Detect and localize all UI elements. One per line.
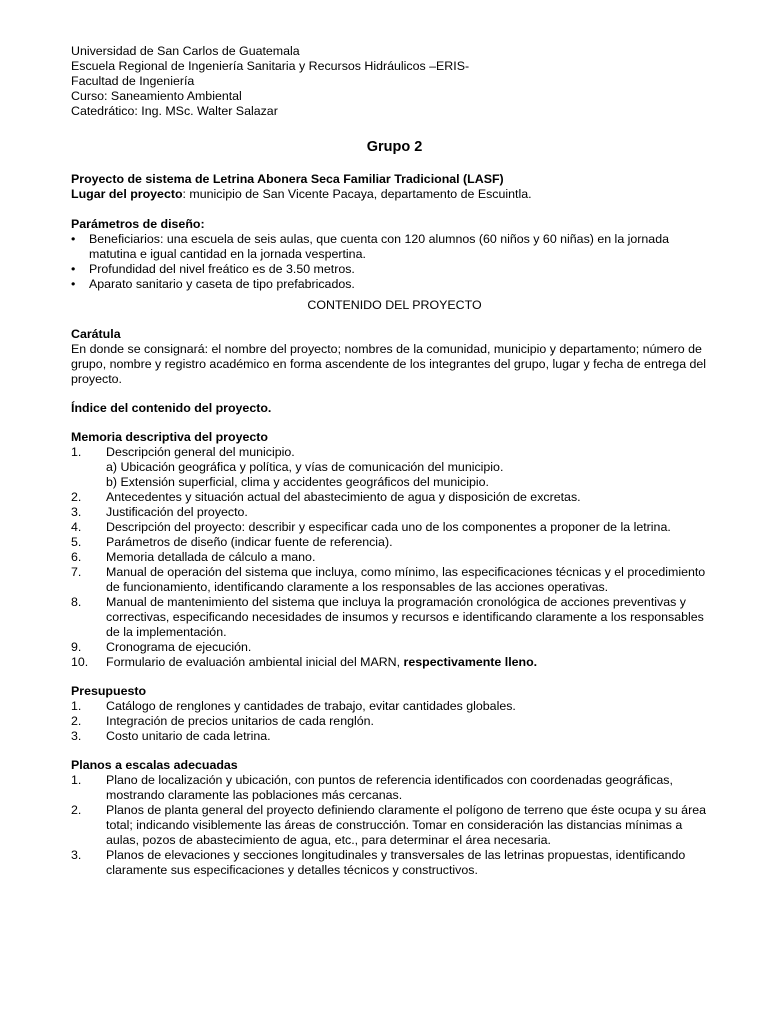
list-item: 3. Costo unitario de cada letrina.	[71, 729, 271, 743]
project-location	[71, 187, 718, 202]
sub-list-item: a) Ubicación geográfica y política, y vías de comunicación del municipio.	[106, 460, 504, 474]
list-item: 7. Manual de operación del sistema que incluya, como mínimo, las especificaciones técnicas y el procedimiento de funcionamiento, identificando claramente a los responsables de las acciones operativas.	[71, 565, 706, 594]
list-item: 10. Formulario de evaluación ambiental inicial del MARN, respectivamente lleno.	[71, 655, 538, 669]
design-bullet: • Aparato sanitario y caseta de tipo prefabricados.	[71, 277, 355, 291]
sub-list-item: b) Extensión superficial, clima y accidentes geográficos del municipio.	[106, 475, 489, 489]
header-faculty: Facultad de Ingeniería	[71, 74, 195, 88]
project-location-label: Lugar del proyecto	[71, 187, 183, 201]
design-bullet: • Beneficiarios: una escuela de seis aulas, que cuenta con 120 alumnos (60 niños y 60 niñas) en la jornada matutina e igual cantidad en la jornada vespertina.	[71, 232, 669, 261]
list-item: 1. Catálogo de renglones y cantidades de trabajo, evitar cantidades globales.	[71, 699, 516, 713]
index-heading: Índice del contenido del proyecto.	[71, 401, 272, 415]
document-header	[71, 44, 718, 119]
planos-heading: Planos a escalas adecuadas	[71, 758, 238, 772]
header-professor: Catedrático: Ing. MSc. Walter Salazar	[71, 104, 278, 118]
list-item: 2. Integración de precios unitarios de cada renglón.	[71, 714, 374, 728]
header-school: Escuela Regional de Ingeniería Sanitaria y Recursos Hidráulicos –ERIS-	[71, 59, 470, 73]
list-item: 1. Plano de localización y ubicación, con puntos de referencia identificados con coordenadas geográficas, mostrando claramente las poblaciones más cercanas.	[71, 773, 673, 802]
list-item: 3. Planos de elevaciones y secciones longitudinales y transversales de las letrinas propuestas, identificando claramente sus especificaciones y detalles técnicos y constructivos.	[71, 848, 686, 877]
caratula-text: En donde se consignará: el nombre del proyecto; nombres de la comunidad, municipio y departamento; número de grupo, nombre y registro académico en forma ascendente de los integrantes del grupo, lugar y fecha de entrega del proyecto.	[71, 342, 707, 386]
header-university: Universidad de San Carlos de Guatemala	[71, 44, 300, 58]
contents-heading: CONTENIDO DEL PROYECTO	[307, 298, 482, 312]
presupuesto-heading: Presupuesto	[71, 684, 147, 698]
list-item: 2. Antecedentes y situación actual del abastecimiento de agua y disposición de excretas.	[71, 490, 581, 504]
project-location-text: : municipio de San Vicente Pacaya, departamento de Escuintla.	[182, 187, 532, 201]
header-course: Curso: Saneamiento Ambiental	[71, 89, 242, 103]
memoria-heading: Memoria descriptiva del proyecto	[71, 430, 268, 444]
list-item: 2. Planos de planta general del proyecto definiendo claramente el polígono de terreno que éste ocupa y su área total; indicando visiblemente las áreas de construcción. Tomar en consideración las distancias mínimas a aulas, pozos de abastecimiento de agua, etc., para determinar el área necesaria.	[71, 803, 706, 847]
caratula-heading: Carátula	[71, 327, 121, 341]
list-item: 3. Justificación del proyecto.	[71, 505, 248, 519]
design-heading: Parámetros de diseño:	[71, 217, 205, 231]
list-item: 8. Manual de mantenimiento del sistema que incluya la programación cronológica de acciones preventivas y correctivas, especificando necesidades de insumos y recursos e identificando claramente a los responsables de la implementación.	[71, 595, 704, 639]
list-item: 9. Cronograma de ejecución.	[71, 640, 252, 654]
design-bullet: • Profundidad del nivel freático es de 3.50 metros.	[71, 262, 355, 276]
list-item: 5. Parámetros de diseño (indicar fuente de referencia).	[71, 535, 393, 549]
document-title: Grupo 2	[366, 139, 423, 155]
project-name: Proyecto de sistema de Letrina Abonera Seca Familiar Tradicional (LASF)	[71, 172, 504, 186]
list-item: 1. Descripción general del municipio.	[71, 445, 295, 459]
list-item: 6. Memoria detallada de cálculo a mano.	[71, 550, 316, 564]
list-item: 4. Descripción del proyecto: describir y especificar cada uno de los componentes a proponer de la letrina.	[71, 520, 671, 534]
